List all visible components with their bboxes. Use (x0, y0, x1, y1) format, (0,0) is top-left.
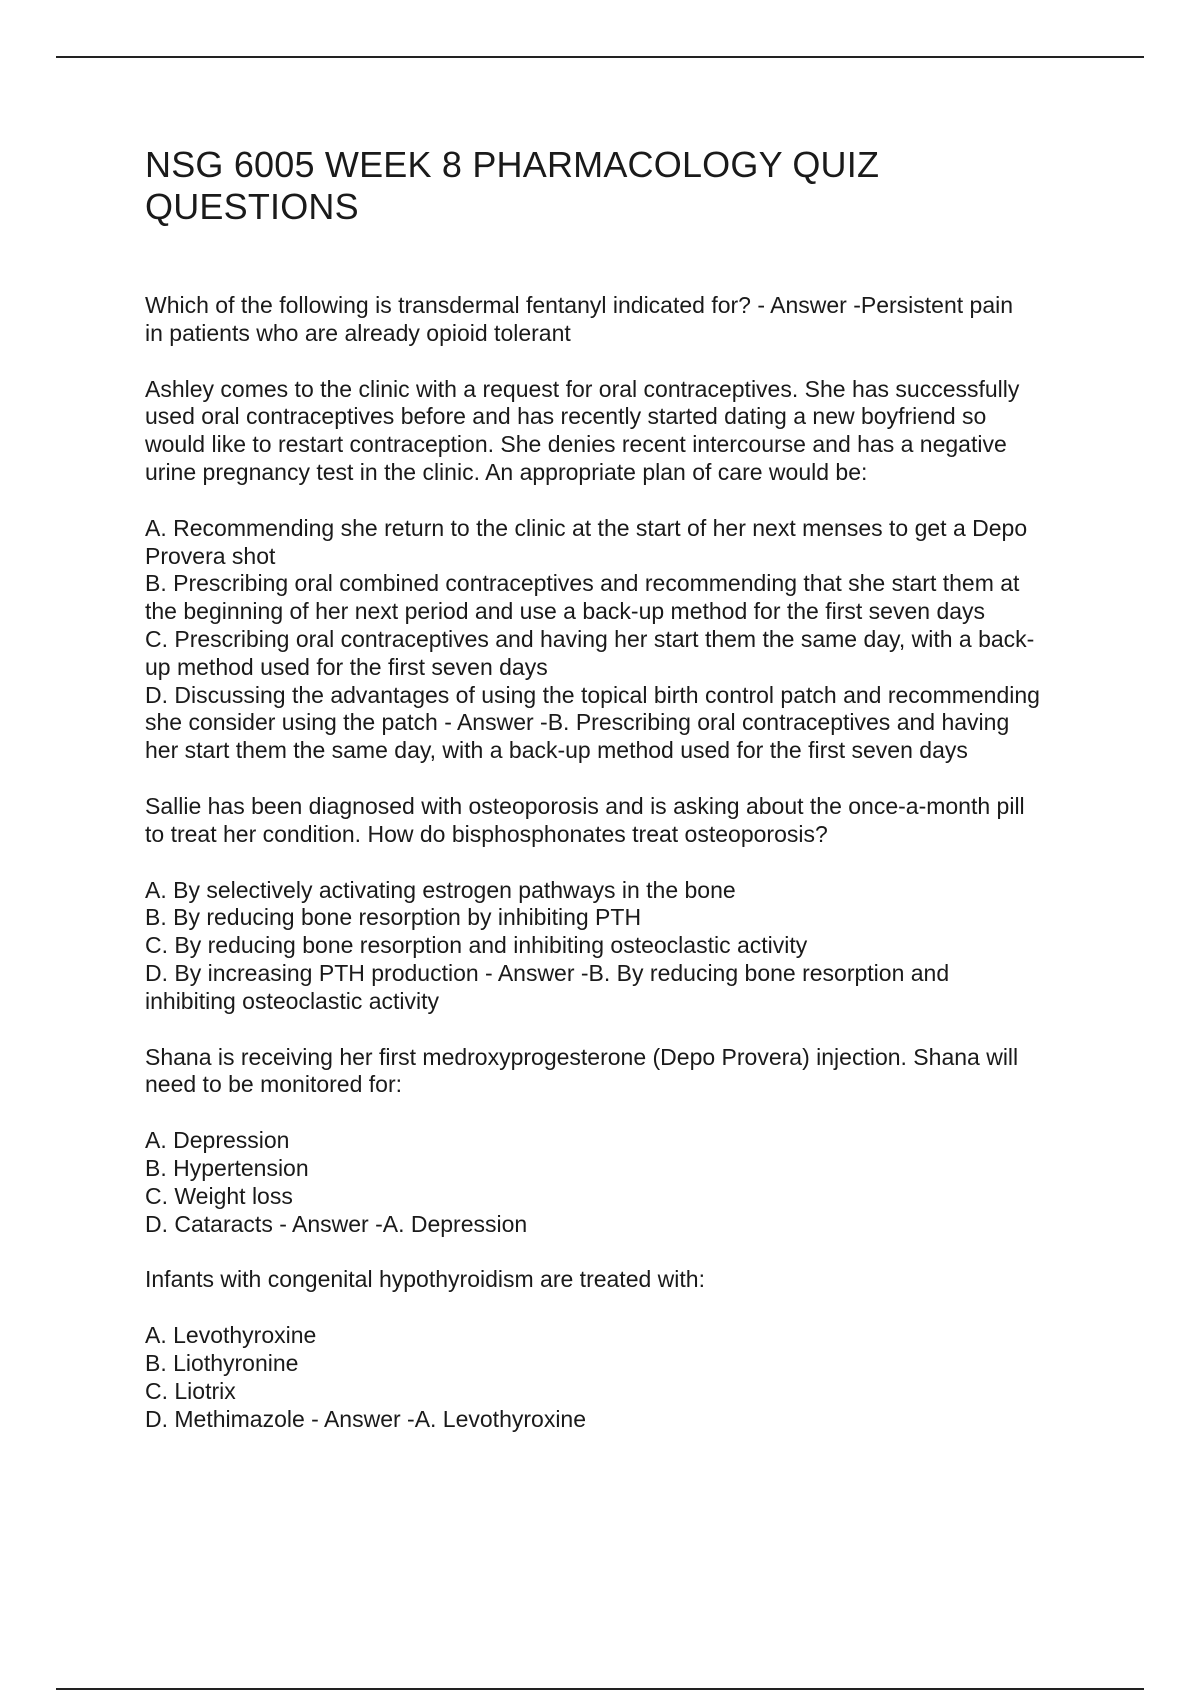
document-body (145, 144, 1095, 1461)
text-line: B. Hypertension (145, 1154, 309, 1181)
text-line: A. Levothyroxine (145, 1322, 317, 1349)
question-list (145, 292, 1095, 1433)
text-line: Sallie has been diagnosed with osteoporosis and is asking about the once-a-month pill (145, 792, 1025, 819)
text-line: Infants with congenital hypothyroidism are treated with: (145, 1266, 705, 1293)
text-line: B. Liothyronine (145, 1349, 299, 1376)
text-line: Shana is receiving her first medroxyprogesterone (Depo Provera) injection. Shana will (145, 1043, 1019, 1070)
text-block-q3-stem (145, 793, 1095, 849)
text-line: urine pregnancy test in the clinic. An appropriate plan of care would be: (145, 458, 868, 485)
bottom-divider (56, 1688, 1144, 1690)
text-line: Provera shot (145, 542, 276, 569)
text-line: D. Methimazole - Answer -A. Levothyroxine (145, 1405, 587, 1432)
text-block-q3-options (145, 877, 1095, 1016)
text-line: inhibiting osteoclastic activity (145, 987, 440, 1014)
text-block-q4-options (145, 1127, 1095, 1238)
text-line: would like to restart contraception. She denies recent intercourse and has a negative (145, 431, 1007, 458)
text-line: C. Weight loss (145, 1182, 293, 1209)
text-line: the beginning of her next period and use a back-up method for the first seven days (145, 598, 986, 625)
text-block-q1 (145, 292, 1095, 348)
text-line: A. Depression (145, 1127, 290, 1154)
text-block-q5-stem (145, 1266, 1095, 1294)
text-line: Ashley comes to the clinic with a request for oral contraceptives. She has successfully (145, 375, 1020, 402)
text-block-q4-stem (145, 1044, 1095, 1100)
text-line: she consider using the patch - Answer -B. Prescribing oral contraceptives and having (145, 709, 1010, 736)
text-line: in patients who are already opioid tolerant (145, 319, 571, 346)
text-line: Which of the following is transdermal fentanyl indicated for? - Answer -Persistent pain (145, 292, 1014, 318)
document-title: NSG 6005 WEEK 8 PHARMACOLOGY QUIZ QUESTIONS (145, 144, 880, 227)
text-line: D. Discussing the advantages of using the topical birth control patch and recommending (145, 681, 1040, 708)
text-line: need to be monitored for: (145, 1071, 402, 1098)
text-line: to treat her condition. How do bisphosphonates treat osteoporosis? (145, 820, 828, 847)
top-divider (56, 56, 1144, 58)
text-line: B. Prescribing oral combined contraceptives and recommending that she start them at (145, 570, 1020, 597)
text-line: C. By reducing bone resorption and inhibiting osteoclastic activity (145, 932, 808, 959)
text-line: used oral contraceptives before and has recently started dating a new boyfriend so (145, 403, 987, 430)
text-block-q2-options (145, 515, 1095, 765)
text-line: A. Recommending she return to the clinic at the start of her next menses to get a Depo (145, 514, 1028, 541)
text-line: C. Liotrix (145, 1377, 236, 1404)
text-line: D. Cataracts - Answer -A. Depression (145, 1210, 528, 1237)
text-line: A. By selectively activating estrogen pathways in the bone (145, 876, 736, 903)
text-block-q5-options (145, 1322, 1095, 1433)
text-line: C. Prescribing oral contraceptives and having her start them the same day, with a back- (145, 625, 1035, 652)
text-line: up method used for the first seven days (145, 653, 548, 680)
text-line: B. By reducing bone resorption by inhibiting PTH (145, 904, 642, 931)
text-line: her start them the same day, with a back-up method used for the first seven days (145, 737, 968, 764)
text-line: D. By increasing PTH production - Answer -B. By reducing bone resorption and (145, 959, 950, 986)
text-block-q2-stem (145, 376, 1095, 487)
